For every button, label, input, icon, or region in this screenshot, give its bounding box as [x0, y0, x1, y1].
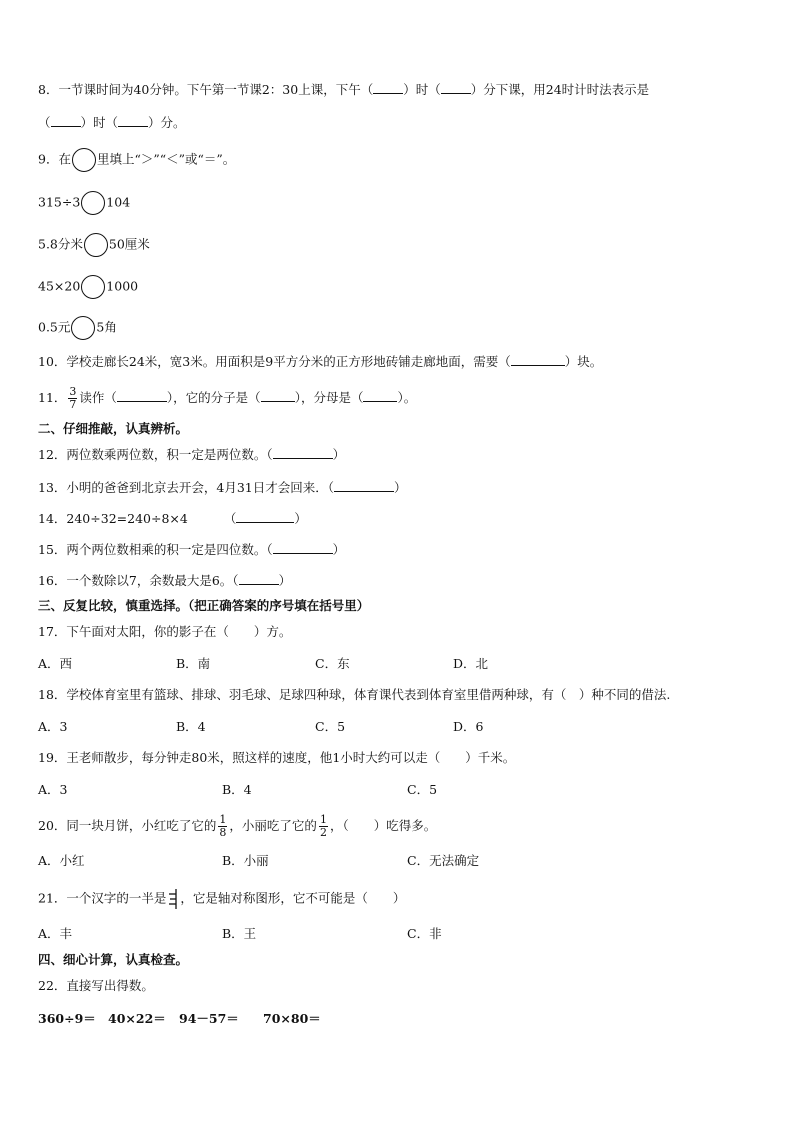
- q20-option-b[interactable]: B．小丽: [222, 853, 269, 868]
- question-19: 19．王老师散步，每分钟走80米，照这样的速度，他1小时大约可以走（ ）千米。: [38, 750, 516, 765]
- q17-option-c[interactable]: C．东: [315, 656, 350, 671]
- fraction-denominator: 7: [69, 398, 77, 411]
- q20-text-b: ，小丽吃了它的: [229, 818, 317, 833]
- q11-text-b: 读作（: [79, 390, 117, 405]
- q14-text: 14．240÷32=240÷8×4: [38, 511, 188, 526]
- question-11: [38, 386, 416, 411]
- q9-row-1: [38, 191, 130, 215]
- q16-close: ）: [278, 573, 292, 588]
- q9-row-1-circle[interactable]: [81, 191, 105, 215]
- q11-blank-read[interactable]: [117, 389, 167, 402]
- q19-option-a[interactable]: A．3: [38, 782, 68, 797]
- q20-text-c: ，（ ）吃得多。: [329, 818, 437, 833]
- q9-row-2-right: 50厘米: [108, 236, 150, 252]
- q16-blank[interactable]: [239, 572, 279, 585]
- q21-option-a[interactable]: A．丰: [38, 926, 73, 941]
- q15-close: ）: [332, 542, 346, 557]
- q8-text-b: ）时（: [403, 82, 441, 97]
- q11-text-e: ）。: [397, 390, 417, 405]
- q8-text-c: ）分下课，用24时计时法表示是: [470, 82, 650, 97]
- q9-row-2-circle[interactable]: [84, 233, 108, 257]
- q9-row-2-left: 5.8分米: [38, 236, 83, 252]
- q9-row-3-right: 1000: [106, 278, 139, 294]
- q13-text: 13．小明的爸爸到北京去开会，4月31日才会回来．（: [38, 480, 335, 495]
- question-8-line-1: [38, 81, 649, 99]
- q9-row-1-right: 104: [106, 194, 131, 210]
- calc-item-3: 94－57＝: [179, 1011, 239, 1026]
- q11-text-c: ），它的分子是（: [166, 390, 261, 405]
- fraction-numerator: 1: [219, 813, 227, 826]
- q18-option-a[interactable]: A．3: [38, 719, 68, 734]
- q10-blank[interactable]: [511, 353, 565, 366]
- fraction-1-8: [218, 814, 227, 839]
- q15-text: 15．两个两位数相乘的积一定是四位数。（: [38, 542, 273, 557]
- q8-blank-hour[interactable]: [373, 81, 403, 94]
- q20-text-a: 20．同一块月饼，小红吃了它的: [38, 818, 217, 833]
- q8-blank-24h-minute[interactable]: [118, 114, 148, 127]
- q8-text-f: ）分。: [148, 115, 186, 130]
- q19-option-b[interactable]: B．4: [222, 782, 252, 797]
- q19-option-c[interactable]: C．5: [407, 782, 438, 797]
- section-2-heading: 二、仔细推敲，认真辨析。: [38, 421, 189, 436]
- q20-option-c[interactable]: C．无法确定: [407, 853, 480, 868]
- q13-blank[interactable]: [334, 479, 394, 492]
- q14-open: （: [223, 511, 237, 526]
- q11-text-d: ），分母是（: [294, 390, 364, 405]
- q18-option-c[interactable]: C．5: [315, 719, 346, 734]
- question-12: [38, 446, 345, 464]
- q13-close: ）: [394, 480, 407, 495]
- q10-text-a: 10．学校走廊长24米，宽3米。用面积是9平方分米的正方形地砖铺走廊地面，需要（: [38, 354, 511, 369]
- q8-text-e: ）时（: [80, 115, 119, 130]
- q10-text-b: ）块。: [564, 354, 603, 369]
- fraction-numerator: 1: [319, 813, 327, 826]
- question-15: [38, 541, 345, 559]
- q17-option-b[interactable]: B．南: [176, 656, 211, 671]
- fraction-3-7: [68, 386, 77, 411]
- question-17: 17．下午面对太阳，你的影子在（ ）方。: [38, 624, 292, 639]
- question-10: [38, 353, 602, 371]
- q9-row-2: [38, 233, 150, 257]
- section-4-heading: 四、细心计算，认真检查。: [38, 952, 189, 967]
- q20-option-a[interactable]: A．小红: [38, 853, 85, 868]
- q18-option-d[interactable]: D．6: [453, 719, 484, 734]
- question-13: [38, 479, 407, 497]
- question-8-line-2: [38, 114, 186, 132]
- q8-text-a: 8．一节课时间为40分钟。下午第一节课2：30上课，下午（: [38, 82, 374, 97]
- q17-option-a[interactable]: A．西: [38, 656, 73, 671]
- q9-text-b: 里填上“＞”“＜”或“＝”。: [96, 151, 236, 167]
- q16-text: 16．一个数除以7，余数最大是6。（: [38, 573, 239, 588]
- q11-blank-numerator[interactable]: [261, 389, 295, 402]
- q9-row-4-right: 5角: [96, 319, 117, 335]
- question-9: [38, 148, 235, 172]
- q11-blank-denominator[interactable]: [363, 389, 397, 402]
- q9-row-1-left: 315÷3: [38, 194, 81, 210]
- fraction-denominator: 2: [319, 826, 327, 839]
- question-18: 18．学校体育室里有篮球、排球、羽毛球、足球四种球，体育课代表到体育室里借两种球，有（ ）种不同的借法.: [38, 687, 671, 702]
- q8-blank-minute[interactable]: [441, 81, 471, 94]
- q15-blank[interactable]: [273, 541, 333, 554]
- q12-text: 12．两位数乘两位数，积一定是两位数。（: [38, 447, 273, 462]
- q21-option-b[interactable]: B．王: [222, 926, 257, 941]
- q12-close: ）: [332, 447, 346, 462]
- q11-text-a: 11．: [38, 390, 67, 405]
- calc-item-1: 360÷9＝: [38, 1011, 96, 1026]
- question-22: 22．直接写出得数。: [38, 978, 154, 993]
- fraction-denominator: 8: [219, 826, 227, 839]
- q17-option-d[interactable]: D．北: [453, 656, 489, 671]
- q21-text-b: ，它是轴对称图形，它不可能是（ ）: [180, 890, 406, 906]
- q8-blank-24h-hour[interactable]: [51, 114, 81, 127]
- q9-row-4-circle[interactable]: [71, 316, 95, 340]
- calc-item-2: 40×22＝: [108, 1011, 166, 1026]
- question-14: [38, 510, 307, 528]
- question-21: [38, 888, 405, 910]
- section-3-heading: 三、反复比较，慎重选择。（把正确答案的序号填在括号里）: [38, 598, 370, 613]
- q8-text-d: （: [38, 115, 51, 130]
- q12-blank[interactable]: [273, 446, 333, 459]
- fraction-numerator: 3: [69, 385, 77, 398]
- q9-row-4-left: 0.5元: [38, 319, 71, 335]
- question-20: [38, 814, 436, 839]
- compare-circle-icon: [72, 148, 96, 172]
- q9-row-3-circle[interactable]: [81, 275, 105, 299]
- q9-text-a: 9．在: [38, 151, 71, 167]
- calc-item-4: 70×80＝: [263, 1011, 321, 1026]
- fraction-1-2: [319, 814, 328, 839]
- q18-option-b[interactable]: B．4: [176, 719, 206, 734]
- q9-row-3: [38, 275, 138, 299]
- question-16: [38, 572, 291, 590]
- q9-row-3-left: 45×20: [38, 278, 81, 294]
- q9-row-4: [38, 316, 117, 340]
- q14-blank[interactable]: [236, 510, 294, 523]
- q21-option-c[interactable]: C．非: [407, 926, 442, 941]
- q14-close: ）: [294, 511, 307, 526]
- half-character-glyph-icon: [168, 888, 178, 910]
- q21-text-a: 21．一个汉字的一半是: [38, 890, 167, 906]
